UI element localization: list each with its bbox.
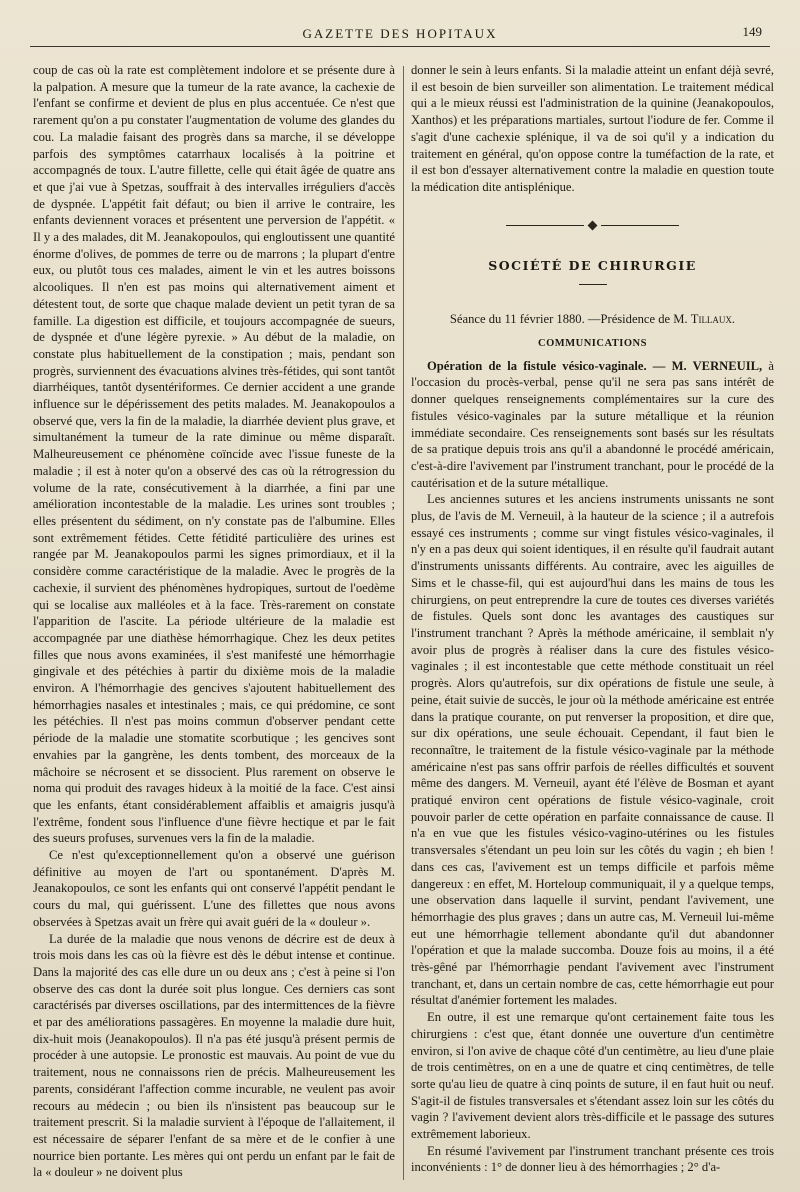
continuation-paragraph: donner le sein à leurs enfants. Si la maladie atteint un enfant déjà sevré, il est besoin de bien surveiller son alimentation. Le traitement médical qui a le mieux réussi est l'administration de la quinine (Jeanakopoulos, Xanthos) et les préparations martiales, surtout l'iodure de fer. Comme il s'agit d'une cachexie splénique, il va de soi qu'il y a indication du traitement en général, qu'on oppose contre la tuméfaction de la rate, et il est bon d'essayer alternativement contre la maladie en question toute la médication dite antisplénique. bbox=[411, 63, 774, 194]
section-title: SOCIÉTÉ DE CHIRURGIE bbox=[488, 257, 697, 273]
body-paragraph: En résumé l'avivement par l'instrument tranchant présente ces trois inconvénients : 1° de donner lieu à des hémorrhagies ; 2° d'a- bbox=[411, 1143, 774, 1175]
article-lead-paragraph bbox=[411, 358, 774, 492]
article-lead-text: à l'occasion du procès-verbal, pense qu'il ne sera pas sans intérêt de donner quelques renseignements complémentaires sur la cure des fistules vésico-vaginales par la suture métallique et la réunion immédiate secondaire. Ces renseignements sont basés sur les résultats de sa pratique depuis trois ans qu'il a abandonné le procédé américain, c'est-à-dire l'avivement par l'instrument tranchant, pour le procédé de la cautérisation et de la suture métallique. bbox=[411, 358, 774, 490]
column-divider bbox=[403, 66, 404, 1180]
page-number: 149 bbox=[742, 24, 762, 39]
ornament-line bbox=[506, 225, 584, 226]
body-paragraph: Les anciennes sutures et les anciens instruments unissants ne sont plus, de l'avis de M. Verneuil, à la hauteur de la science ; il a autrefois essayé ces instruments ; comme sur vingt fistules vésico-vaginales, il n'y en a pas deux qui soient identiques, il en résulte qu'il faudrait autant d'instruments unissants différents. Au contraire, avec les aiguilles de Sims et le chasse-fil, qui est aujourd'hui dans les mains de tous les chirurgiens, on peut entreprendre la cure de toutes ces diverses variétés de fistules. Quels sont donc les avantages des caustiques sur l'instrument tranchant ? Après la méthode américaine, il semblait n'y avoir plus de progrès à réaliser dans la cure des fistules vésico-vaginales ; il est incontestable que cette méthode constituait un réel progrès. Alors qu'autrefois, sur dix opérations de fistule une seule, à peine, était suivie de succès, le jour où la méthode américaine est entrée dans la pratique courante, on put renverser la proposition, et dire que, sur dix opérations, une seule échouait. Cependant, il faut bien le reconnaître, le traitement de la fistule vésico-vaginale par la méthode américaine n'est pas sans offrir parfois de réelles difficultés et souvent même des dangers. M. Verneuil, ayant été l'élève de Bosman et ayant pratiqué environ cent opérations de fistule vésico-vaginale, croit pouvoir parler de cette opération en parfaite connaissance de cause. Il n'a en vue que les fistules vésico-vagino-utérines ou les fistules transversales s'étendant un peu loin sur les côtés du vagin ; eh bien ! dans ces cas, l'avivement est un temps difficile et parfois même dangereux : en effet, M. Horteloup communiquait, il y a quelque temps, une observation dans laquelle il survint, pendant l'avivement, une hémorrhagie des plus graves ; dans un autre cas, M. Verneuil lui-même eut une hémorrhagie tellement abondante qu'il dut abandonner l'opération et que la malade succomba. Douze fois au moins, il a été très-gêné par l'hémorrhagie pendant l'avivement avec l'instrument tranchant, et, dans un certain nombre de cas, cette hémorrhagie eut pour résultat d'anémier fortement les malades. bbox=[411, 492, 774, 1008]
body-paragraph: En outre, il est une remarque qu'ont certainement faite tous les chirurgiens : c'est que, étant donnée une ouverture d'un centimètre environ, si l'on avive de chaque côté d'un centimètre, au lieu d'une plaie de trois centimètres, on en a une de quatre et cinq centimètres, de telle sorte qu'au lieu de quatre à cinq points de suture, il en faut huit ou neuf. S'agit-il de fistules transversales et s'étendant assez loin sur les côtés du vagin ? l'avivement devient alors très-difficile et le passage des sutures extrêmement laborieux. bbox=[411, 1010, 774, 1142]
page-header bbox=[30, 24, 770, 47]
subsection-heading: COMMUNICATIONS bbox=[538, 338, 647, 350]
section-ornament bbox=[411, 222, 774, 230]
session-text: Séance du 11 février 1880. —Présidence de M. bbox=[449, 312, 688, 327]
ornament-line bbox=[601, 225, 679, 226]
right-column bbox=[411, 62, 774, 1180]
title-rule bbox=[579, 284, 607, 285]
article-lead-title: Opération de la fistule vésico-vaginale. — M. VERNEUIL, bbox=[427, 358, 763, 373]
body-paragraph: La durée de la maladie que nous venons de décrire est de deux à trois mois dans les cas où la fièvre est dès le début intense et continue. Dans la majorité des cas elle dure un ou deux ans ; c'est à peine si l'on observe des cas dont la durée soit plus longue. Ces derniers cas sont caractérisés par diverses oscillations, par des intermittences de la fièvre et par des améliorations passagères. En moyenne la maladie dure huit, dix-huit mois (Jeanakopoulos). Il n'a pas été jusqu'à présent permis de procéder à une autopsie. Le pronostic est mauvais. Au point de vue du traitement, nous ne connaissons rien de précis. Malheureusement les parents, considérant l'affection comme incurable, ne veulent pas avoir recours au médecin ; ou bien ils n'insistent pas beaucoup sur le traitement prescrit. Si la maladie survient à l'époque de l'allaitement, il est nécessaire de séparer l'enfant de sa mère et de le confier à une nourrice bien portante. Les mères qui ont perdu un enfant par le fait de la « douleur » ne doivent plus bbox=[33, 931, 395, 1180]
running-title: GAZETTE DES HOPITAUX bbox=[302, 26, 498, 41]
ornament-diamond-icon bbox=[588, 221, 598, 231]
left-column bbox=[33, 62, 395, 1180]
session-president: Tillaux. bbox=[690, 312, 736, 327]
body-paragraph: coup de cas où la rate est complètement indolore et se présente dure à la palpation. A mesure que la tumeur de la rate avance, la cachexie de l'enfant se confirme et devient de plus en plus accentuée. Ce n'est que rarement qu'on a pu constater l'augmentation de volume des glandes du cou. La maladie faisant des progrès dans sa marche, il se développe parfois des symptômes catarrhaux localisés à la poitrine et accompagnés de toux. L'autre fillette, celle qui était âgée de quatre ans et que j'ai vue à Spetzas, souffrait à des intervalles irréguliers d'accès de dyspnée. L'appétit fait défaut; ou bien il arrive le contraire, les enfants deviennent voraces et présentent une perversion de l'appétit. « Il y a des malades, dit M. Jeanakopoulos, qui engloutissent une quantité énorme d'olives, de pommes de terre ou de marrons ; la plupart d'entre eux, ou plutôt tous ces malades, aiment le vin et les autres boissons alcooliques. Il n'en est pas moins qui alternativement aiment et détestent tout, de sorte que chaque malade devient un petit tyran de sa famille. La digestion est difficile, et toujours accompagnée de sueurs, de dyspnée et d'une légère pyrexie. » Au début de la maladie, on constate plus habituellement de la constipation ; mais, pendant son progrès, surviennent des évacuations alvines très-fétides, qui sont tantôt diarrhéiques, tantôt dysentériformes. Ce dernier accident a une grande influence sur le dépérissement des petits malades. M. Jeanakopoulos a observé que, vers la fin de la maladie, la diarrhée devient plus grave, et simultanément la tumeur de la rate diminue ou même disparaît. Malheureusement ce phénomène coïncide avec l'issue funeste de la maladie ; il est à noter qu'on a observé des cas où la rétrogression du volume de la rate, consécutivement à la diarrhée, a fini par une amélioration incontestable de la maladie. Les urines sont troubles ; elles présentent du sédiment, on n'y constate pas de l'albumine. Elles sont extrêmement fétides. Cette fétidité particulière des urines est rangée par M. Jeanakopoulos parmi les signes primordiaux, et il la considère comme caractéristique de la maladie. Avec le progrès de la cachexie, il survient des phénomènes hydropiques, surtout de l'oedème qui se localise aux malléoles et à la face. Très-rarement on constate l'apparition de l'ascite. La période ultérieure de la maladie est accompagnée par une diathèse hémorrhagique. Chez les deux petites filles que nous avons examinées, il s'est manifesté une hémorrhagie gingivale et des pétéchies à partir du dixième mois de la maladie environ. A l'hémorrhagie des gencives s'ajoutent habituellement des hémorrhagies nasales et intestinales ; mais, ce qui prédomine, ce sont les pétéchies. Il n'est pas moins commun d'observer pendant cette période de la maladie une stomatite scorbutique ; les gencives sont envahies par la gangrène, les dents tombent, des morceaux de la mâchoire se nécrosent et se dissocient. Plus rarement on observe le noma qui produit des ravages hideux à la moitié de la face. C'est ainsi que les enfants, étant considérablement affaiblis et amaigris jusqu'à l'extrême, fondent sous l'influence d'une fièvre hectique et par le fait des sueurs profuses, survenues vers la fin de la maladie. bbox=[33, 63, 395, 846]
session-line bbox=[411, 311, 774, 328]
body-paragraph: Ce n'est qu'exceptionnellement qu'on a observé une guérison définitive au moyen de l'art ou spontanément. D'après M. Jeanakopoulos, ce sont les enfants qui ont conservé l'appétit pendant le cours du mal, qui guérissent. L'une des fillettes que nous avons observées à Spetzas avait un frère qui avait guéri de la « douleur ». bbox=[33, 848, 395, 929]
